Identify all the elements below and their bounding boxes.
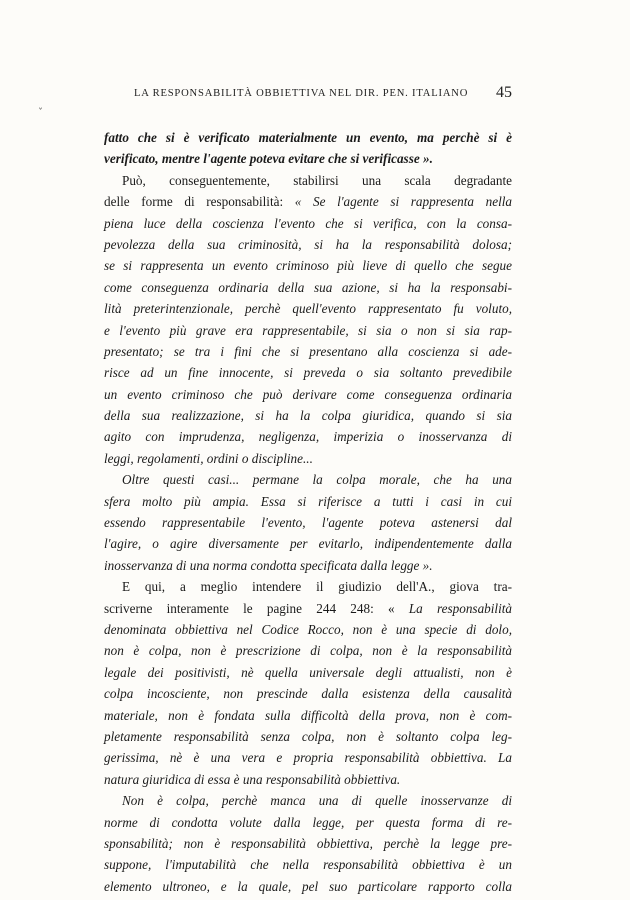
- text-line: delle forme di responsabilità: « Se l'agente si rappresenta nella: [104, 194, 512, 210]
- text-line: denominata obbiettiva nel Codice Rocco, non è una specie di dolo,: [104, 621, 512, 637]
- text-line: elemento ultroneo, e la quale, pel suo particolare rapporto colla: [104, 878, 512, 894]
- text-line: lità preterintenzionale, perchè quell'evento rappresentato fu voluto,: [104, 301, 512, 317]
- text-line: piena luce della coscienza l'evento che si verifica, con la consa-: [104, 215, 512, 231]
- text-line: presentato; se tra i fini che si presentano alla coscienza si ade-: [104, 343, 512, 359]
- text-line: risce ad un fine innocente, si preveda o sia soltanto prevedibile: [104, 365, 512, 381]
- text-line: Oltre questi casi... permane la colpa morale, che ha una: [122, 472, 512, 488]
- text-line: Non è colpa, perchè manca una di quelle inosservanze di: [122, 793, 512, 809]
- text-line: sponsabilità; non è responsabilità obbiettiva, perchè la legge pre-: [104, 835, 512, 851]
- text-line: legale dei positivisti, nè quella universale degli attualisti, non è: [104, 664, 512, 680]
- text-line: sfera molto più ampia. Essa si riferisce a tutti i casi in cui: [104, 493, 512, 509]
- text-line: materiale, non è fondata sulla difficoltà della prova, non è com-: [104, 707, 512, 723]
- text-line: agito con imprudenza, negligenza, imperizia o inosservanza di: [104, 429, 512, 445]
- text-line: colpa incosciente, non prescinde dalla esistenza della causalità: [104, 686, 512, 702]
- text-line: leggi, regolamenti, ordini o discipline...: [104, 450, 313, 466]
- text-line: non è colpa, non è prescrizione di colpa, non è la responsabilità: [104, 643, 512, 659]
- text-line: natura giuridica di essa è una responsabilità obbiettiva.: [104, 771, 401, 787]
- text-line: della sua realizzazione, si ha la colpa giuridica, quando si sia: [104, 408, 512, 424]
- text-line: norme di condotta volute dalla legge, per questa forma di re-: [104, 814, 512, 830]
- page-number: 45: [496, 84, 512, 101]
- text-line: essendo rappresentabile l'evento, l'agente poteva astenersi dal: [104, 515, 512, 531]
- running-title: LA RESPONSABILITÀ OBBIETTIVA NEL DIR. PEN. ITALIANO: [134, 88, 469, 99]
- text-line: suppone, l'imputabilità che nella responsabilità obbiettiva è un: [104, 857, 512, 873]
- margin-mark: ˇ: [38, 108, 43, 119]
- text-line: fatto che si è verificato materialmente un evento, ma perchè si è: [104, 130, 512, 145]
- text-line: Può, conseguentemente, stabilirsi una scala degradante: [122, 172, 512, 188]
- body-text: [104, 127, 512, 897]
- text-line: pletamente responsabilità senza colpa, non è soltanto colpa leg-: [104, 728, 512, 744]
- text-line: verificato, mentre l'agente poteva evitare che si verificasse ».: [104, 151, 433, 167]
- text-line: pevolezza della sua criminosità, si ha la responsabilità dolosa;: [104, 236, 512, 252]
- text-line: E qui, a meglio intendere il giudizio dell'A., giova tra-: [122, 579, 512, 595]
- text-line: e l'evento più grave era rappresentabile, si sia o non si sia rap-: [104, 322, 512, 338]
- text-line: se si rappresenta un evento criminoso più lieve di quello che segue: [104, 258, 512, 274]
- text-line: l'agire, o agire diversamente per evitarlo, indipendentemente dalla: [104, 536, 512, 552]
- page-header: [100, 84, 512, 106]
- text-line: un evento criminoso che può derivare come conseguenza ordinaria: [104, 386, 512, 402]
- text-line: come conseguenza ordinaria della sua azione, si ha la responsabi-: [104, 279, 512, 295]
- text-line: inosservanza di una norma condotta specificata dalla legge ».: [104, 557, 433, 573]
- text-line: scriverne interamente le pagine 244 248: « La responsabilità: [104, 600, 513, 616]
- text-line: gerissima, nè è una vera e propria responsabilità obbiettiva. La: [104, 750, 512, 766]
